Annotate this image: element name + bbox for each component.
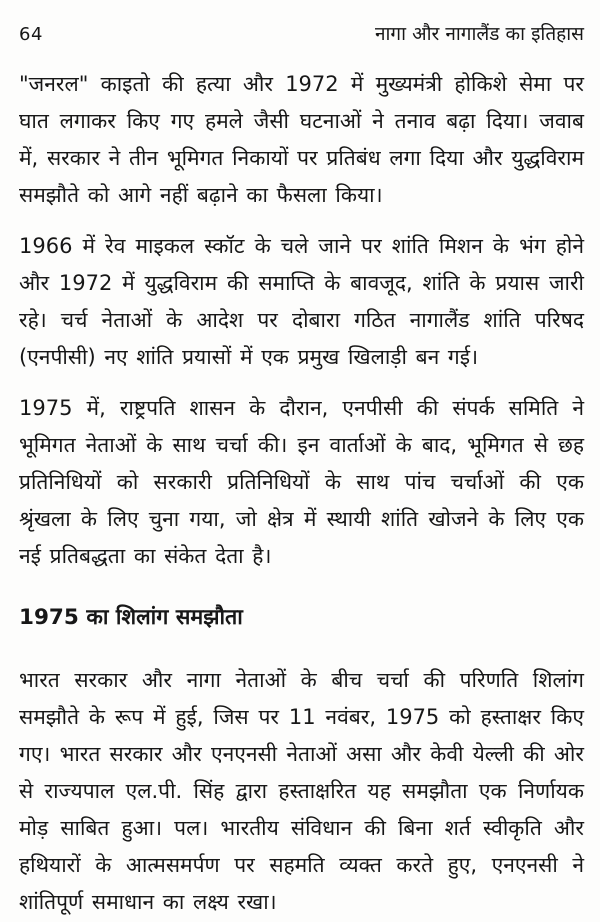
page-header — [19, 20, 584, 46]
page-number: 64 — [19, 24, 43, 45]
paragraph-3: 1975 में, राष्ट्रपति शासन के दौरान, एनपीसी की संपर्क समिति ने भूमिगत नेताओं के साथ चर्चा की। इन वार्ताओं के बाद, भूमिगत से छह प्रतिनिधियों को सरकारी प्रतिनिधियों के साथ पांच चर्चाओं की एक श्रृंखला के लिए चुना गया, जो क्षेत्र में स्थायी शांति खोजने के लिए एक नई प्रतिबद्धता का संकेत देता है। — [19, 396, 584, 568]
running-title: नागा और नागालैंड का इतिहास — [374, 23, 584, 45]
section-heading: 1975 का शिलांग समझौता — [19, 605, 243, 630]
paragraph-1: "जनरल" काइतो की हत्या और 1972 में मुख्यमंत्री होकिशे सेमा पर घात लगाकर किए गए हमले जैसी घटनाओं ने तनाव बढ़ा दिया। जवाब में, सरकार ने तीन भूमिगत निकायों पर प्रतिबंध लगा दिया और युद्धविराम समझौते को आगे नहीं बढ़ाने का फैसला किया। — [19, 72, 584, 207]
paragraph-4: भारत सरकार और नागा नेताओं के बीच चर्चा की परिणति शिलांग समझौते के रूप में हुई, जिस पर 11 नवंबर, 1975 को हस्ताक्षर किए गए। भारत सरकार और एनएनसी नेताओं असा और केवी येल्ली की ओर से राज्यपाल एल.पी. सिंह द्वारा हस्ताक्षरित यह समझौता एक निर्णायक मोड़ साबित हुआ। पल। भारतीय संविधान की बिना शर्त स्वीकृति और हथियारों के आत्मसमर्पण पर सहमति व्यक्त करते हुए, एनएनसी ने शांतिपूर्ण समाधान का लक्ष्य रखा। — [19, 668, 584, 914]
page-body — [19, 66, 584, 921]
paragraph-2: 1966 में रेव माइकल स्कॉट के चले जाने पर शांति मिशन के भंग होने और 1972 में युद्धविराम की समाप्ति के बावजूद, शांति के प्रयास जारी रहे। चर्च नेताओं के आदेश पर दोबारा गठित नागालैंड शांति परिषद (एनपीसी) नए शांति प्रयासों में एक प्रमुख खिलाड़ी बन गई। — [19, 234, 584, 369]
